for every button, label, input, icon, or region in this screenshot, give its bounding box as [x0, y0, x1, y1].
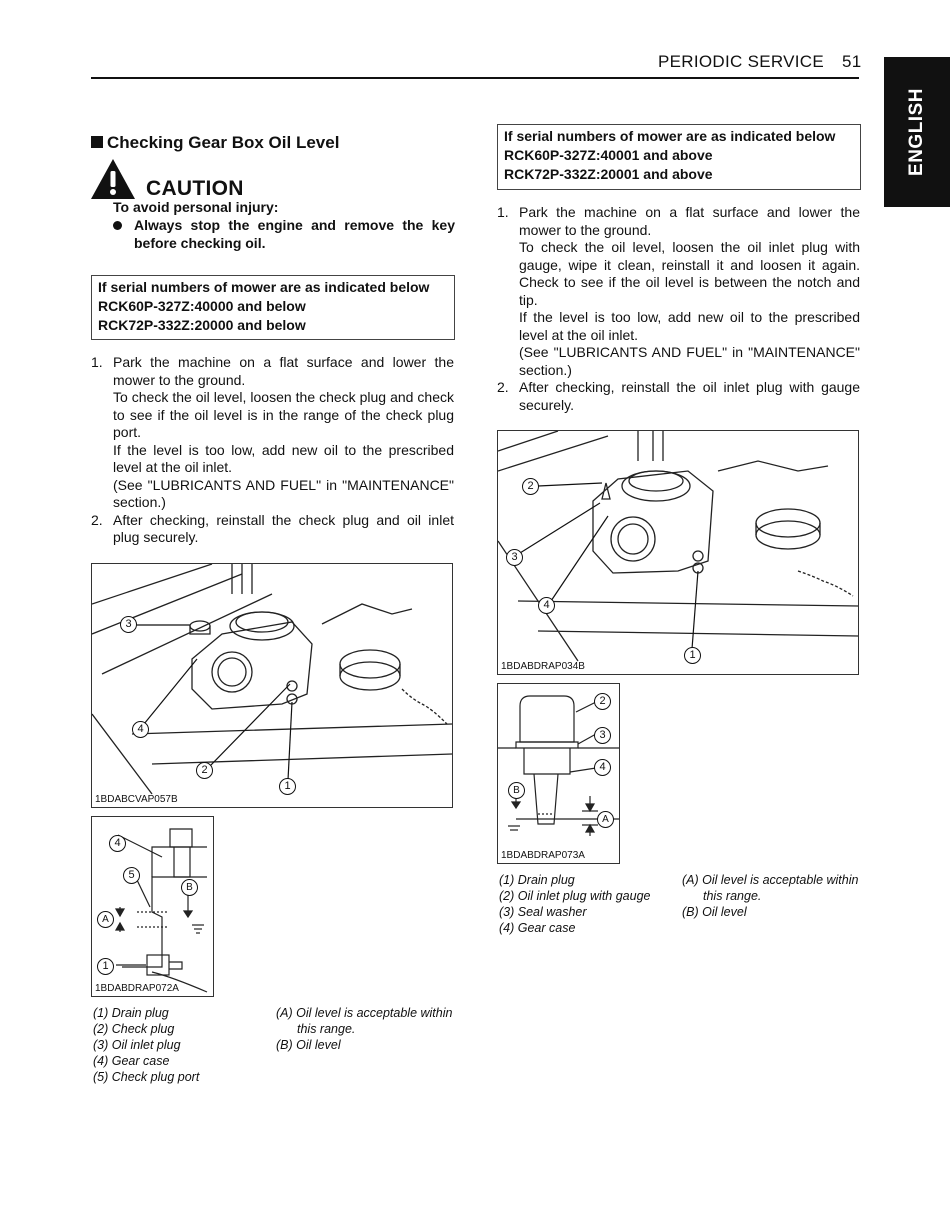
- header-rule: [91, 77, 859, 79]
- step-text: After checking, reinstall the oil inlet plug with gauge securely.: [519, 379, 860, 413]
- callout-4: 4: [132, 721, 149, 738]
- step-text: Park the machine on a flat surface and lower the mower to the ground.: [113, 354, 454, 388]
- callout-1: 1: [97, 958, 114, 975]
- step-number: 1.: [497, 204, 509, 220]
- gearbox-illustration-left: [91, 563, 453, 808]
- step-item: [497, 204, 860, 379]
- step-number: 2.: [497, 379, 509, 395]
- step-text: To check the oil level, loosen the oil inlet plug with gauge, wipe it clean, reinstall it and loosen it again. Check to see if the oil level is between the notch and tip.: [519, 239, 860, 308]
- figure-code: 1BDABCVAP057B: [95, 794, 178, 805]
- page-number: 51: [842, 52, 862, 71]
- step-text: After checking, reinstall the check plug and oil inlet plug securely.: [113, 511, 454, 545]
- legend-right-parts: [499, 872, 650, 936]
- step-text: To check the oil level, loosen the check plug and check to see if the oil level is in the range of the check plug port.: [113, 389, 454, 440]
- language-tab-label: ENGLISH: [906, 88, 927, 176]
- legend-item: (5) Check plug port: [93, 1070, 200, 1084]
- steps-left: [91, 354, 454, 547]
- serial-box-line: RCK60P-327Z:40001 and above: [504, 147, 713, 163]
- callout-5: 5: [123, 867, 140, 884]
- callout-4: 4: [538, 597, 555, 614]
- callout-3: 3: [120, 616, 137, 633]
- square-bullet-icon: [91, 136, 103, 148]
- step-text: Park the machine on a flat surface and lower the mower to the ground.: [519, 204, 860, 238]
- step-item: [497, 379, 860, 414]
- callout-2: 2: [594, 693, 611, 710]
- bullet-dot-icon: [113, 221, 122, 230]
- section-title: PERIODIC SERVICE: [658, 52, 825, 71]
- callout-2: 2: [196, 762, 213, 779]
- callout-B: B: [508, 782, 525, 799]
- legend-item: (4) Gear case: [499, 921, 576, 935]
- legend-item: (2) Check plug: [93, 1022, 175, 1036]
- callout-3: 3: [506, 549, 523, 566]
- step-item: [91, 354, 454, 512]
- callout-1: 1: [684, 647, 701, 664]
- figure-code: 1BDABDRAP073A: [501, 850, 585, 861]
- legend-item: (2) Oil inlet plug with gauge: [499, 889, 651, 903]
- legend-item: this range.: [703, 889, 762, 903]
- step-text: (See "LUBRICANTS AND FUEL" in "MAINTENANCE" section.): [519, 344, 860, 378]
- callout-1: 1: [279, 778, 296, 795]
- callout-lines: [498, 431, 858, 674]
- step-text: (See "LUBRICANTS AND FUEL" in "MAINTENANCE" section.): [113, 476, 454, 510]
- page-header: [658, 52, 862, 72]
- section-heading-text: Checking Gear Box Oil Level: [107, 133, 340, 152]
- legend-item: (1) Drain plug: [93, 1006, 169, 1020]
- legend-item: (A) Oil level is acceptable within: [276, 1006, 453, 1020]
- step-text: If the level is too low, add new oil to the prescribed level at the oil inlet.: [113, 441, 454, 475]
- step-number: 1.: [91, 354, 103, 370]
- serial-box-line: If serial numbers of mower are as indicated below: [98, 279, 430, 295]
- legend-item: (4) Gear case: [93, 1054, 170, 1068]
- serial-box-right: [497, 124, 861, 190]
- legend-right-levels: [682, 872, 858, 920]
- serial-box-left: [91, 275, 455, 340]
- legend-item: (3) Seal washer: [499, 905, 587, 919]
- caution-label: CAUTION: [146, 177, 244, 200]
- warning-triangle-icon: [90, 158, 136, 200]
- legend-item: (1) Drain plug: [499, 873, 575, 887]
- figure-code: 1BDABDRAP072A: [95, 983, 179, 994]
- serial-box-line: RCK72P-332Z:20001 and above: [504, 166, 713, 182]
- callout-4: 4: [594, 759, 611, 776]
- serial-box-line: If serial numbers of mower are as indicated below: [504, 128, 836, 144]
- check-plug-detail-left: [91, 816, 214, 997]
- gauge-detail-right: [497, 683, 620, 864]
- serial-box-line: RCK72P-332Z:20000 and below: [98, 317, 306, 333]
- legend-left-parts: [93, 1005, 199, 1085]
- callout-B: B: [181, 879, 198, 896]
- caution-bullet-text: Always stop the engine and remove the key before checking oil.: [134, 217, 455, 251]
- step-number: 2.: [91, 511, 103, 528]
- callout-2: 2: [522, 478, 539, 495]
- callout-4: 4: [109, 835, 126, 852]
- figure-code: 1BDABDRAP034B: [501, 661, 585, 672]
- gearbox-illustration-right: [497, 430, 859, 675]
- step-text: If the level is too low, add new oil to the prescribed level at the oil inlet.: [519, 309, 860, 343]
- steps-right: [497, 204, 860, 414]
- legend-item: (3) Oil inlet plug: [93, 1038, 181, 1052]
- section-heading: [91, 133, 339, 153]
- serial-box-line: RCK60P-327Z:40000 and below: [98, 298, 306, 314]
- caution-bullet: [113, 216, 455, 252]
- legend-left-levels: [276, 1005, 452, 1053]
- legend-item: this range.: [297, 1022, 356, 1036]
- callout-lines: [92, 564, 452, 807]
- caution-intro: To avoid personal injury:: [113, 199, 279, 215]
- language-tab: [884, 57, 950, 207]
- callout-3: 3: [594, 727, 611, 744]
- legend-item: (B) Oil level: [682, 905, 747, 919]
- legend-item: (A) Oil level is acceptable within: [682, 873, 859, 887]
- legend-item: (B) Oil level: [276, 1038, 341, 1052]
- callout-A: A: [97, 911, 114, 928]
- step-item: [91, 512, 454, 547]
- callout-A: A: [597, 811, 614, 828]
